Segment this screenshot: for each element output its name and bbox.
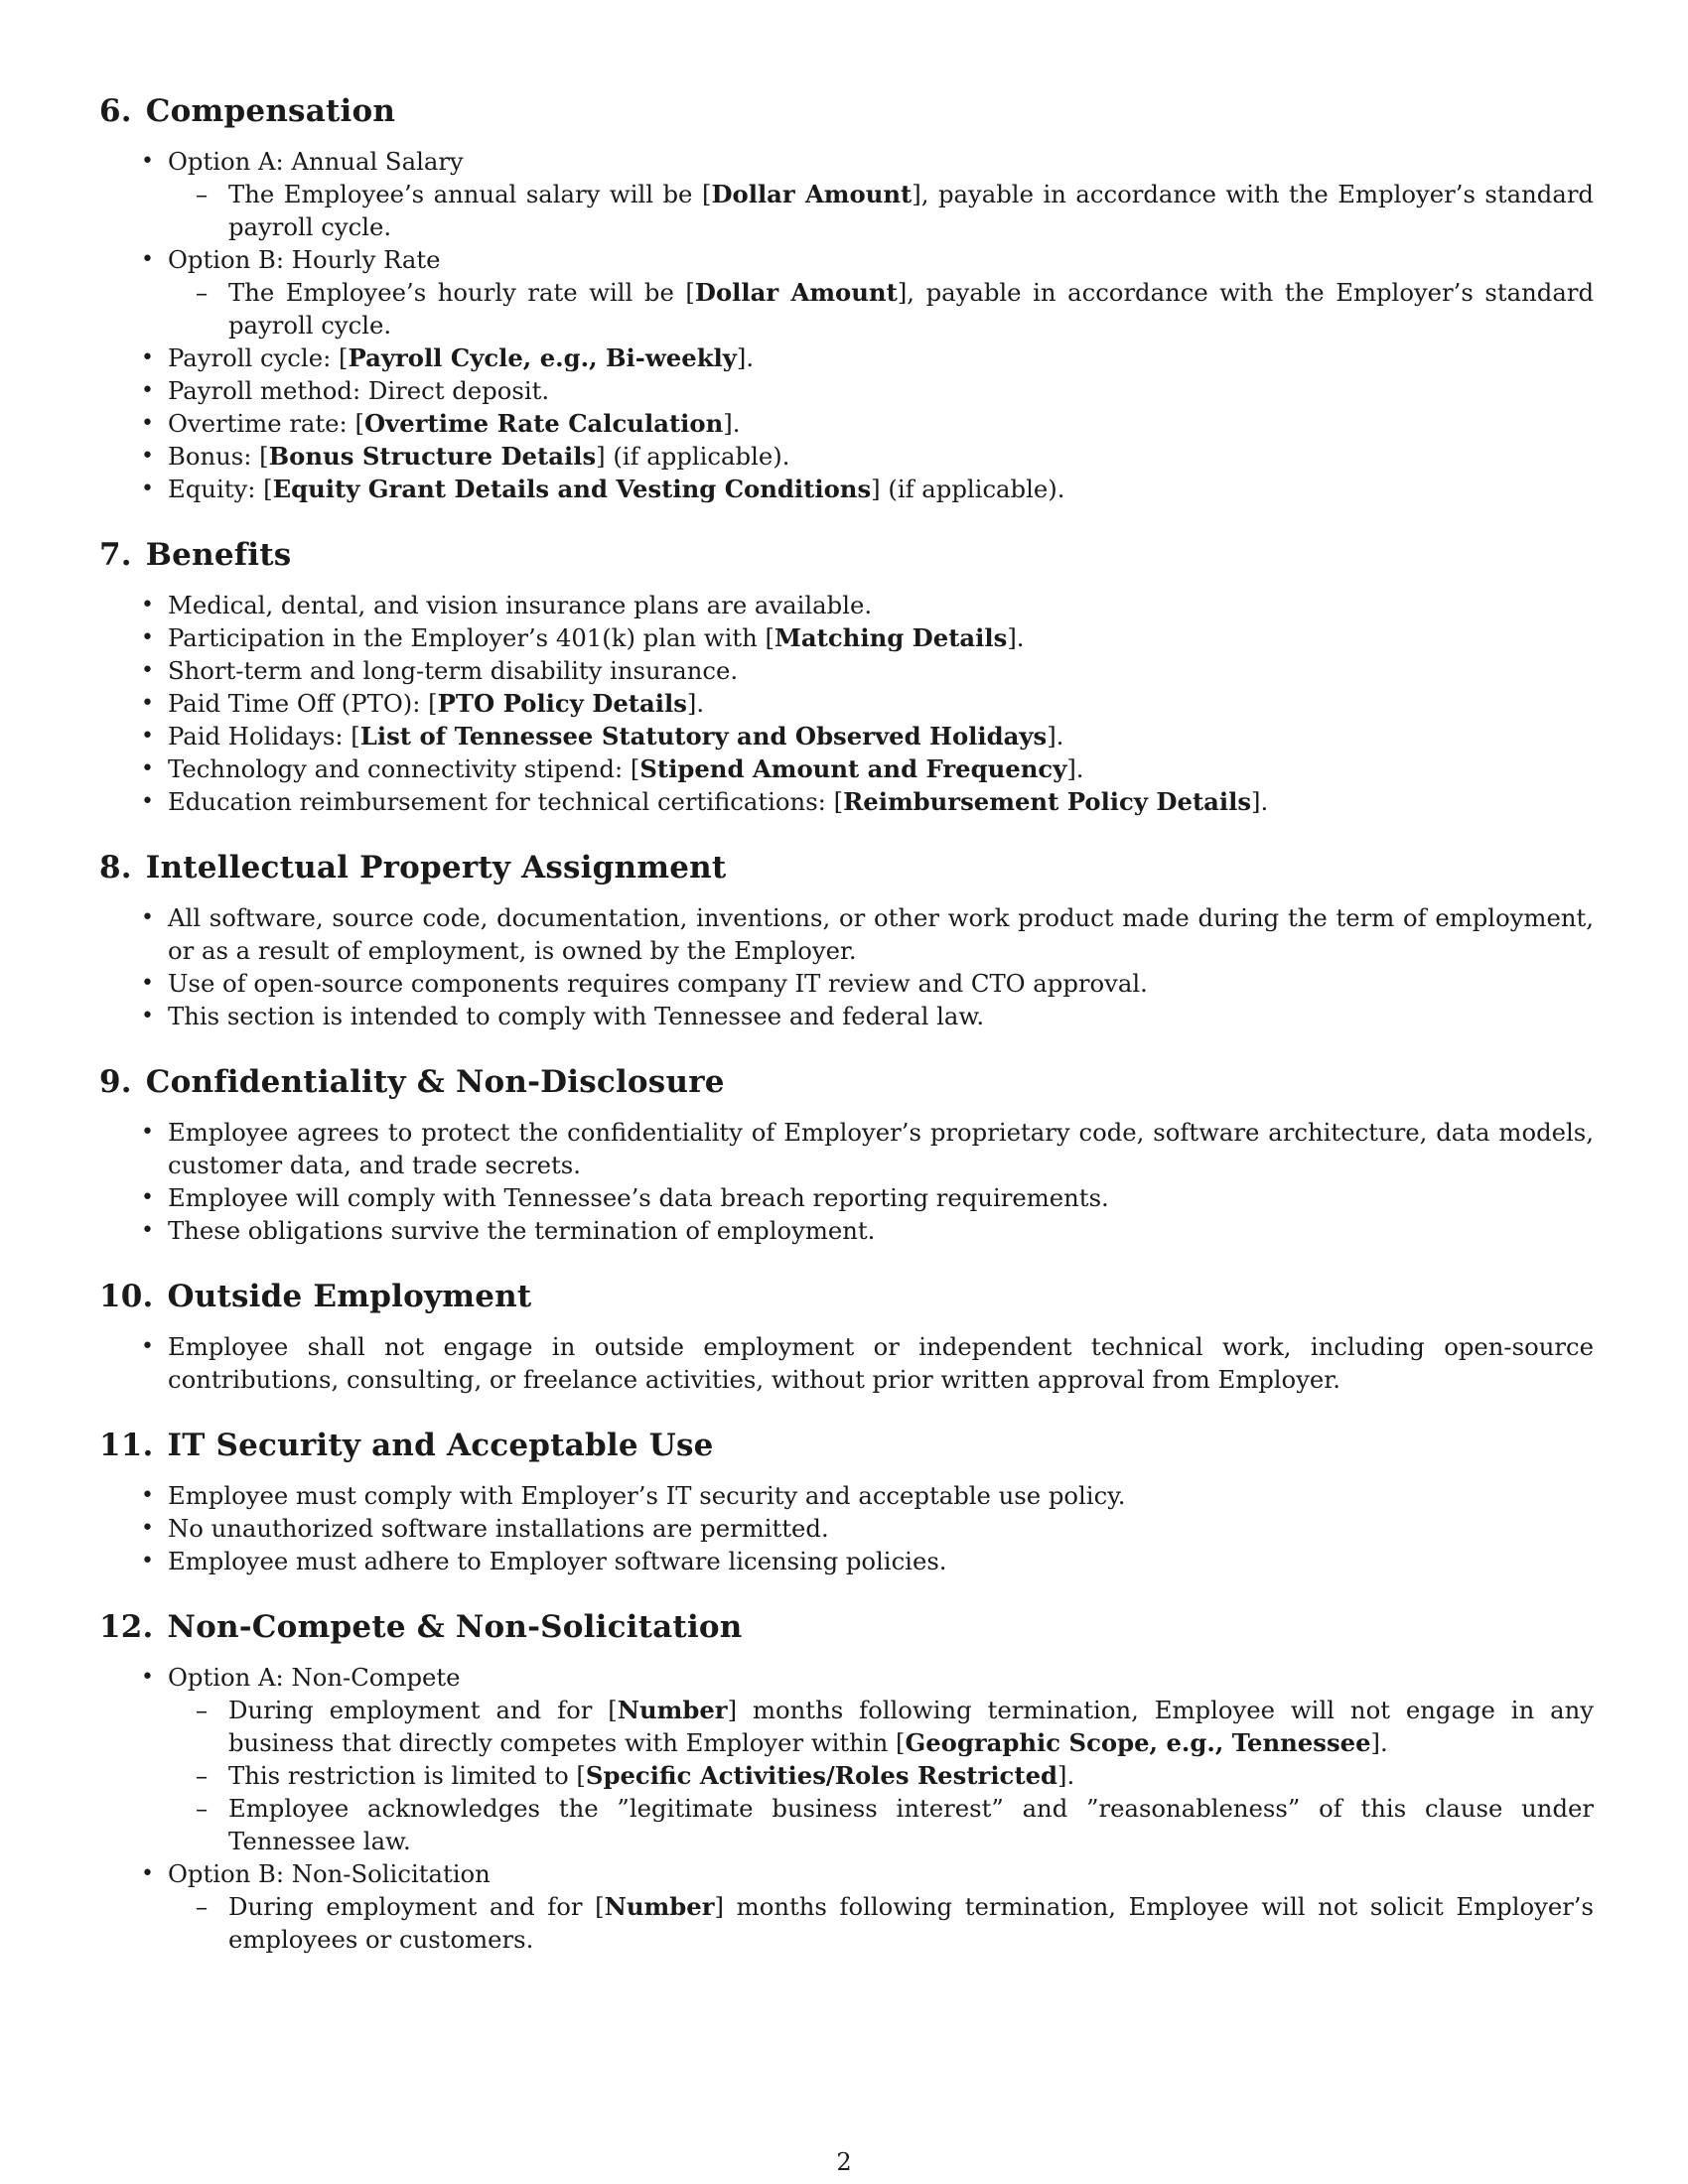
list-item <box>141 1116 1594 1181</box>
text-run: Employee shall not engage in outside employment or independent technical work, including open-source contributions, consulting, or freelance activities, without prior written approval from Employer. <box>168 1332 1594 1394</box>
text-run: Option B: Hourly Rate <box>168 245 441 274</box>
text-run: Bonus: [ <box>168 442 269 471</box>
dash-icon: – <box>196 1892 209 1921</box>
bullet-icon: • <box>141 691 154 716</box>
placeholder-field: Reimbursement Policy Details <box>843 787 1252 816</box>
list-item-text <box>168 341 1594 374</box>
bullet-icon: • <box>141 149 154 174</box>
sub-list-item <box>196 1694 1595 1759</box>
list-item <box>141 374 1594 407</box>
section-title-text: Intellectual Property Assignment <box>145 850 727 886</box>
sub-list-item-text <box>228 276 1594 341</box>
list-item-text <box>168 1330 1594 1396</box>
bullet-list <box>99 145 1594 505</box>
list-item-text <box>168 1214 1594 1247</box>
list-item <box>141 473 1594 505</box>
section-number: 9. <box>99 1064 132 1100</box>
text-run: Option A: Non-Compete <box>168 1663 461 1692</box>
text-run: Option B: Non-Solicitation <box>168 1859 491 1888</box>
bullet-list <box>99 1330 1594 1396</box>
text-run: Employee agrees to protect the confidentiality of Employer’s proprietary code, software architecture, data models, customer data, and trade secrets. <box>168 1118 1594 1179</box>
placeholder-field: Stipend Amount and Frequency <box>639 754 1067 783</box>
list-item-text <box>168 687 1594 720</box>
list-item-text <box>168 654 1594 687</box>
text-run: Payroll cycle: [ <box>168 343 349 372</box>
text-run: Technology and connectivity stipend: [ <box>168 754 640 783</box>
bullet-icon: • <box>141 444 154 469</box>
section-11 <box>99 1426 1594 1577</box>
text-run: ] (if applicable). <box>596 442 790 471</box>
section-title-text: Confidentiality & Non-Disclosure <box>145 1064 725 1100</box>
text-run: ]. <box>686 689 705 718</box>
text-run: Employee will comply with Tennessee’s data breach reporting requirements. <box>168 1183 1109 1212</box>
text-run: All software, source code, documentation, inventions, or other work product made during the term of employment, or as a result of employment, is owned by the Employer. <box>168 903 1594 965</box>
list-item-text <box>168 473 1594 505</box>
text-run: ]. <box>1057 1761 1075 1790</box>
sub-list-item-text <box>228 1759 1594 1792</box>
text-run: ]. <box>1370 1728 1388 1757</box>
bullet-icon: • <box>141 971 154 996</box>
list-item-text <box>168 1181 1594 1214</box>
section-title-text: Benefits <box>145 537 292 573</box>
list-item-text <box>168 621 1594 654</box>
section-title <box>99 1607 1594 1647</box>
section-title <box>99 535 1594 575</box>
bullet-icon: • <box>141 1549 154 1573</box>
text-run: This section is intended to comply with Tennessee and federal law. <box>168 1002 985 1030</box>
text-run: The Employee’s annual salary will be [ <box>228 180 712 208</box>
sub-list-item <box>196 1792 1594 1857</box>
section-title <box>99 1062 1594 1102</box>
sub-list-item-text <box>228 1694 1594 1759</box>
text-run: Education reimbursement for technical certifications: [ <box>168 787 844 816</box>
dash-icon: – <box>196 1696 209 1724</box>
list-item-text <box>168 752 1594 785</box>
text-run: Payroll method: Direct deposit. <box>168 376 550 405</box>
bullet-list <box>99 589 1594 818</box>
text-run: ]. <box>1007 623 1025 652</box>
placeholder-field: Number <box>617 1696 728 1724</box>
bullet-icon: • <box>141 1185 154 1210</box>
list-item <box>141 1661 1595 1857</box>
text-run: Participation in the Employer’s 401(k) plan with [ <box>168 623 775 652</box>
bullet-icon: • <box>141 1861 154 1886</box>
section-7 <box>99 535 1594 818</box>
list-item <box>141 1000 1594 1032</box>
text-run: ]. <box>1066 754 1084 783</box>
list-item <box>141 621 1594 654</box>
list-item <box>141 440 1594 473</box>
text-run: No unauthorized software installations are permitted. <box>168 1514 829 1543</box>
section-title-text: IT Security and Acceptable Use <box>167 1428 714 1463</box>
sub-list-item-text <box>228 1792 1594 1857</box>
bullet-icon: • <box>141 1665 154 1690</box>
list-item <box>141 407 1594 440</box>
section-title <box>99 91 1594 131</box>
bullet-icon: • <box>141 593 154 617</box>
page-number: 2 <box>836 2148 852 2176</box>
sub-list <box>168 178 1594 243</box>
text-run: Use of open-source components requires company IT review and CTO approval. <box>168 969 1148 998</box>
list-item <box>141 1479 1594 1512</box>
bullet-icon: • <box>141 625 154 650</box>
text-run: Paid Holidays: [ <box>168 722 360 751</box>
list-item <box>141 654 1594 687</box>
section-6 <box>99 91 1594 505</box>
text-run: During employment and for [ <box>228 1696 618 1724</box>
list-item-text <box>168 407 1594 440</box>
text-run: During employment and for [ <box>228 1892 605 1921</box>
list-item <box>141 785 1594 818</box>
section-title <box>99 848 1594 887</box>
section-12 <box>99 1607 1594 1956</box>
bullet-icon: • <box>141 1516 154 1541</box>
section-number: 8. <box>99 850 132 886</box>
sub-list-item-text <box>228 178 1594 243</box>
sub-list <box>168 276 1594 341</box>
text-run: Overtime rate: [ <box>168 409 364 438</box>
text-run: This restriction is limited to [ <box>228 1761 586 1790</box>
bullet-list <box>99 1116 1594 1247</box>
section-9 <box>99 1062 1594 1247</box>
bullet-icon: • <box>141 1483 154 1508</box>
placeholder-field: Matching Details <box>774 623 1008 652</box>
bullet-list <box>99 901 1594 1032</box>
bullet-icon: • <box>141 756 154 781</box>
text-run: Employee must adhere to Employer software licensing policies. <box>168 1547 947 1575</box>
bullet-icon: • <box>141 247 154 272</box>
text-run: ] months following termination, Employee will not engage in any business that directly competes with Employer within [ <box>228 1696 1595 1757</box>
list-item-text <box>168 1116 1594 1181</box>
list-item <box>141 589 1594 621</box>
sub-list <box>168 1890 1594 1956</box>
bullet-icon: • <box>141 724 154 749</box>
sub-list-item <box>196 178 1594 243</box>
sub-list-item-text <box>228 1890 1594 1956</box>
text-run: ]. <box>1047 722 1064 751</box>
list-item <box>141 687 1594 720</box>
bullet-icon: • <box>141 477 154 501</box>
list-item <box>141 1181 1594 1214</box>
list-item <box>141 1214 1594 1247</box>
text-run: Short-term and long-term disability insurance. <box>168 656 739 685</box>
bullet-icon: • <box>141 411 154 436</box>
list-item-text <box>168 1857 1594 1890</box>
document-page <box>99 91 1594 1985</box>
list-item <box>141 1857 1595 1956</box>
text-run: Employee acknowledges the ”legitimate business interest” and ”reasonableness” of this clause under Tennessee law. <box>228 1794 1594 1855</box>
section-title <box>99 1426 1594 1465</box>
text-run: ], payable in accordance with the Employer’s standard payroll cycle. <box>228 278 1595 340</box>
bullet-icon: • <box>141 658 154 683</box>
list-item <box>141 967 1594 1000</box>
text-run: ] months following termination, Employee will not solicit Employer’s employees or customers. <box>228 1892 1595 1954</box>
text-run: The Employee’s hourly rate will be [ <box>228 278 695 307</box>
section-title-text: Outside Employment <box>167 1279 532 1314</box>
bullet-icon: • <box>141 1218 154 1243</box>
placeholder-field: Dollar Amount <box>694 278 898 307</box>
section-number: 7. <box>99 537 132 573</box>
bullet-icon: • <box>141 345 154 370</box>
text-run: Paid Time Off (PTO): [ <box>168 689 438 718</box>
bullet-icon: • <box>141 789 154 814</box>
bullet-icon: • <box>141 378 154 403</box>
text-run: ] (if applicable). <box>871 475 1065 503</box>
list-item <box>141 752 1594 785</box>
list-item-text <box>168 967 1594 1000</box>
placeholder-field: Equity Grant Details and Vesting Conditions <box>272 475 872 503</box>
list-item-text <box>168 374 1594 407</box>
list-item-text <box>168 1661 1594 1694</box>
list-item-text <box>168 785 1594 818</box>
placeholder-field: Geographic Scope, e.g., Tennessee <box>905 1728 1371 1757</box>
list-item-text <box>168 1512 1594 1545</box>
placeholder-field: Specific Activities/Roles Restricted <box>585 1761 1058 1790</box>
sub-list-item <box>196 1890 1595 1956</box>
sub-list-item <box>196 276 1595 341</box>
bullet-icon: • <box>141 1120 154 1145</box>
placeholder-field: Overtime Rate Calculation <box>363 409 724 438</box>
sub-list-item <box>196 1759 1594 1792</box>
bullet-icon: • <box>141 905 154 930</box>
list-item-text <box>168 589 1594 621</box>
sub-list <box>168 1694 1594 1857</box>
list-item-text <box>168 720 1594 752</box>
placeholder-field: Number <box>604 1892 715 1921</box>
list-item <box>141 1330 1594 1396</box>
list-item-text <box>168 243 1594 276</box>
text-run: ]. <box>736 343 755 372</box>
text-run: Medical, dental, and vision insurance plans are available. <box>168 591 873 619</box>
section-title-text: Non-Compete & Non-Solicitation <box>167 1609 743 1645</box>
text-run: Option A: Annual Salary <box>168 147 464 176</box>
section-title <box>99 1277 1594 1316</box>
list-item-text <box>168 145 1594 178</box>
placeholder-field: PTO Policy Details <box>437 689 687 718</box>
section-number: 10. <box>99 1279 154 1314</box>
list-item <box>141 243 1595 341</box>
placeholder-field: Payroll Cycle, e.g., Bi-weekly <box>348 343 737 372</box>
list-item <box>141 1545 1594 1577</box>
section-10 <box>99 1277 1594 1396</box>
placeholder-field: Dollar Amount <box>711 180 913 208</box>
list-item <box>141 720 1594 752</box>
section-number: 12. <box>99 1609 154 1645</box>
list-item-text <box>168 440 1594 473</box>
text-run: Employee must comply with Employer’s IT security and acceptable use policy. <box>168 1481 1126 1510</box>
text-run: ]. <box>723 409 741 438</box>
dash-icon: – <box>196 180 209 208</box>
text-run: ], payable in accordance with the Employer’s standard payroll cycle. <box>228 180 1594 241</box>
list-item <box>141 901 1594 967</box>
text-run: Equity: [ <box>168 475 273 503</box>
dash-icon: – <box>196 278 209 307</box>
section-number: 6. <box>99 93 132 129</box>
list-item-text <box>168 1545 1594 1577</box>
dash-icon: – <box>196 1761 209 1790</box>
list-item <box>141 145 1594 243</box>
list-item-text <box>168 1000 1594 1032</box>
list-item <box>141 1512 1594 1545</box>
bullet-list <box>99 1479 1594 1577</box>
bullet-icon: • <box>141 1334 154 1359</box>
list-item-text <box>168 901 1594 967</box>
bullet-icon: • <box>141 1004 154 1028</box>
text-run: These obligations survive the termination of employment. <box>168 1216 876 1245</box>
section-title-text: Compensation <box>145 93 396 129</box>
list-item <box>141 341 1594 374</box>
list-item-text <box>168 1479 1594 1512</box>
section-number: 11. <box>99 1428 154 1463</box>
bullet-list <box>99 1661 1594 1956</box>
text-run: ]. <box>1251 787 1269 816</box>
placeholder-field: Bonus Structure Details <box>268 442 597 471</box>
dash-icon: – <box>196 1794 209 1823</box>
section-8 <box>99 848 1594 1032</box>
placeholder-field: List of Tennessee Statutory and Observed Holidays <box>359 722 1048 751</box>
